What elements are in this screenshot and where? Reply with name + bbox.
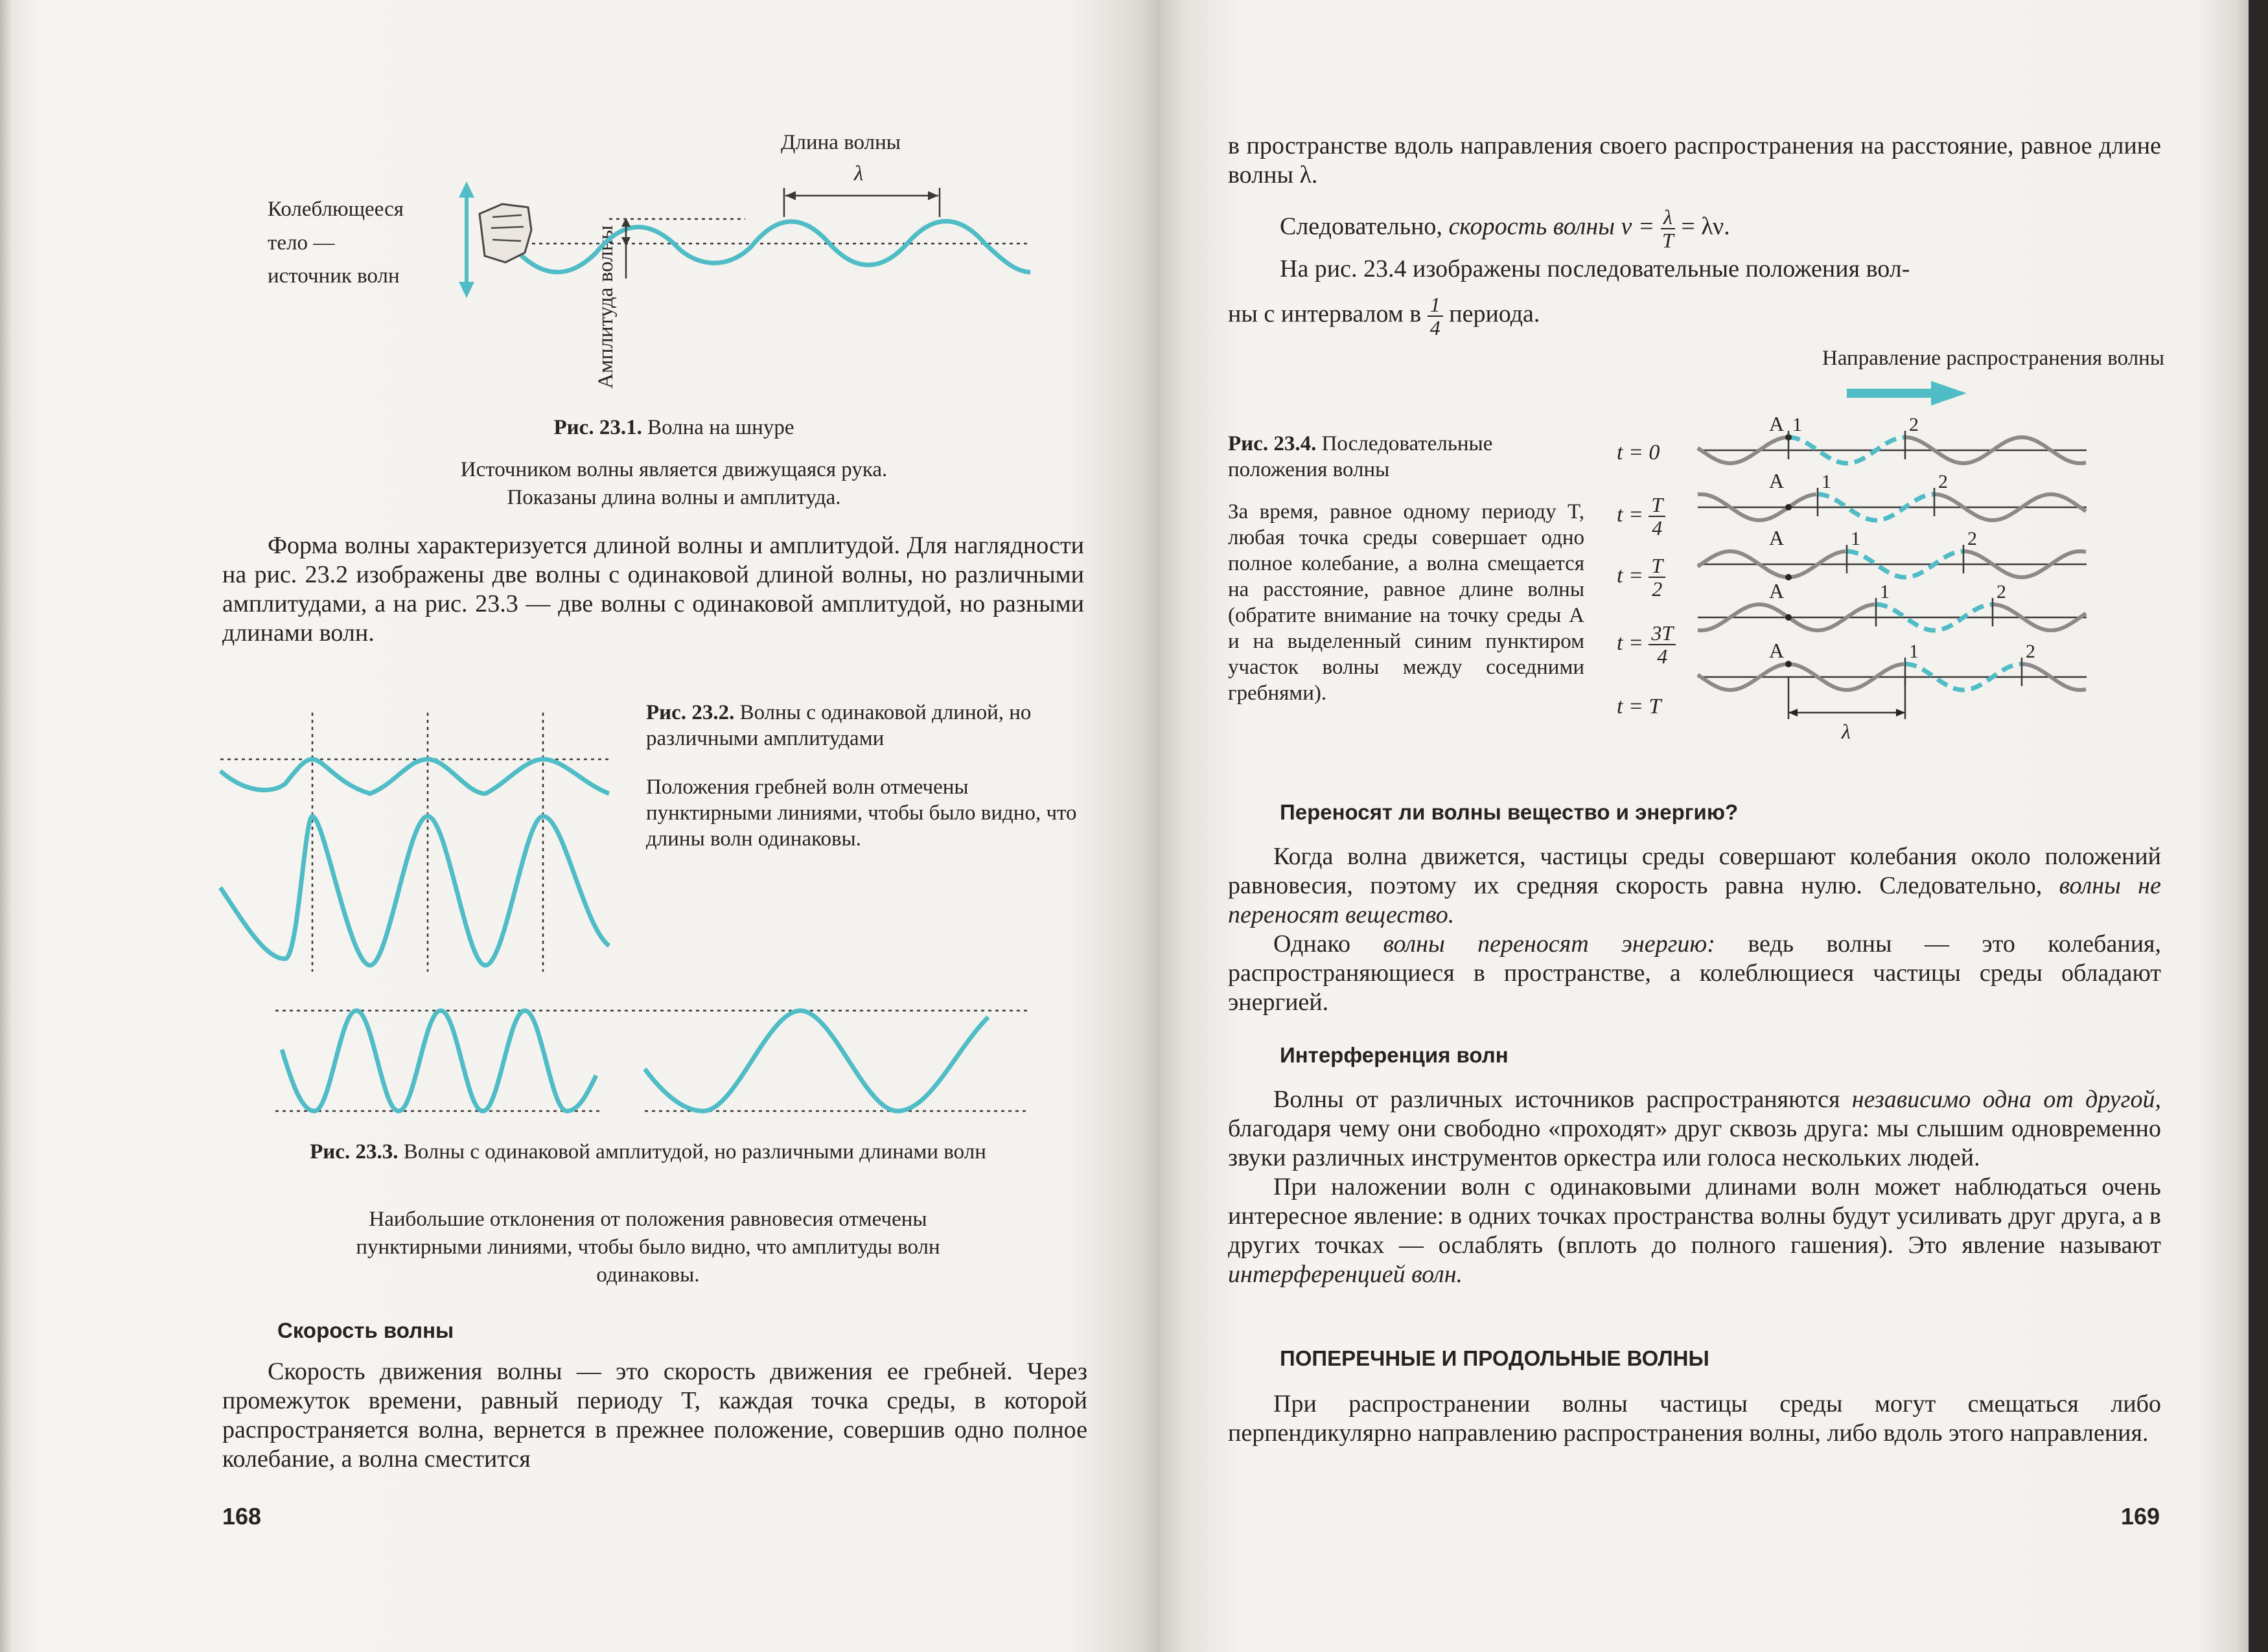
fig234-point-a-label-0: A [1769, 412, 1785, 435]
fig234-intro-a: На рис. 23.4 изображены последовательные положения вол- [1280, 255, 1910, 282]
t1-den: 4 [1652, 516, 1663, 540]
page-number-left: 168 [222, 1503, 262, 1530]
fig232-diagram [220, 713, 622, 985]
fig232-caption-text: Положения гребней волн отмечены пунктирными линиями, чтобы было видно, что длины волн одинаковы. [646, 775, 1077, 851]
fig231-source-label-3: источник волн [268, 264, 400, 288]
fig234-intro-b: ны с интервалом в [1228, 300, 1422, 328]
t-label-three-quarter-prefix: t = [1617, 630, 1643, 655]
left-paragraph-2 [222, 1357, 1087, 1474]
fig231-lambda-label: λ [854, 162, 864, 185]
fig234-point-a-label-2: A [1769, 526, 1785, 549]
fig234-point-a-label-3: A [1769, 579, 1785, 602]
right-paragraph-energy-1 [1228, 842, 2161, 1017]
fig234-point-a-4 [1785, 661, 1792, 667]
heading-interference: Интерференция волн [1280, 1043, 1509, 1067]
fig233-caption-text-1: Наибольшие отклонения от положения равновесия отмечены [369, 1208, 927, 1231]
fig232-caption-num: Рис. 23.2. [646, 701, 735, 724]
right-paragraph-transverse [1228, 1390, 2161, 1448]
fig234-crest2-label-2: 2 [1967, 528, 1977, 549]
energy1-text: Когда волна движется, частицы среды совершают колебания около положений равновесия, поэтому их средняя скорость равна нулю. Следовательно, [1228, 843, 2161, 899]
t-label-half-frac [1649, 555, 1665, 600]
fig234-frac-den: 4 [1429, 316, 1441, 339]
fig233-caption-text-2: пунктирными линиями, чтобы было видно, что амплитуды волн [356, 1235, 940, 1259]
fig234-lambda-label: λ [1842, 720, 1851, 743]
fig231-caption-title: Волна на шнуре [647, 416, 794, 439]
fig231-caption-text-2: Показаны длина волны и амплитуда. [507, 486, 841, 509]
fig231-caption-num: Рис. 23.1. [553, 416, 642, 439]
t2-num: T [1649, 555, 1665, 578]
fig234-point-a-2 [1785, 574, 1792, 580]
left-paragraph-2-text: Скорость движения волны — это скорость движения ее гребней. Через промежуток времени, равный периоду T, каждая точка среды, в которой распространяется волна, вернется в прежнее положение, совершив одно полное колебание, а волна сместится [222, 1358, 1087, 1473]
fig234-direction-label: Направление распространения волны [1822, 347, 2164, 370]
fig234-point-a-1 [1785, 504, 1792, 511]
fig231-wavelength-label: Длина волны [781, 131, 901, 154]
transverse-text: При распространении волны частицы среды могут смещаться либо перпендикулярно направлению распространения волны, либо вдоль этого направления. [1228, 1390, 2161, 1447]
fig234-intro-fraction [1428, 293, 1443, 339]
fig234-caption [1228, 431, 1591, 483]
int2-text-a: При наложении волн с одинаковыми длинами волн может наблюдаться очень интересное явление: в одних точках пространства волны будут усиливать друг друга, а в других точках — ослаблять (вплоть до полного гашения). Это явление называют [1228, 1173, 2161, 1259]
t-label-quarter-prefix: t = [1617, 502, 1643, 527]
speed-formula-suffix: = λν. [1681, 212, 1730, 240]
heading-energy: Переносят ли волны вещество и энергию? [1280, 800, 1739, 824]
fig234-crest1-label-3: 1 [1880, 581, 1890, 602]
fig231-arrow-up [459, 181, 474, 198]
fig233-caption-title: Волны с одинаковой амплитудой, но различными длинами волн [403, 1140, 986, 1164]
fig231-caption [363, 415, 985, 441]
fig232-small-amplitude-wave [220, 759, 609, 794]
fig233-caption-num: Рис. 23.3. [310, 1140, 399, 1164]
hand-icon [480, 204, 531, 262]
fig232-caption [646, 700, 1087, 751]
fig234-point-a-3 [1785, 614, 1792, 621]
heading-wave-speed: Скорость волны [277, 1318, 454, 1342]
fig234-crest1-label-0: 1 [1792, 414, 1802, 435]
fig232-large-amplitude-wave [220, 816, 609, 965]
fig234-intro-c: периода. [1449, 300, 1540, 328]
fig234-crest2-label-4: 2 [2026, 641, 2035, 662]
speed-formula-fraction [1661, 206, 1675, 251]
fig234-point-a-label-4: A [1769, 639, 1785, 662]
energy2-italic: волны переносят энергию: [1383, 930, 1715, 958]
energy2-text-b: ведь волны — это колебания, распространяющиеся в пространстве, а колеблющиеся частицы среды обладают энергией. [1228, 930, 2162, 1016]
fig234-caption-title: Последовательные положения волны [1228, 432, 1493, 481]
speed-formula-line [1280, 206, 2161, 251]
t-label-0: t = 0 [1617, 441, 1660, 465]
fig234-crest2-label-1: 2 [1938, 471, 1948, 492]
t-label-half [1617, 555, 1665, 600]
right-paragraph-continued: в пространстве вдоль направления своего распространения на расстояние, равное длине волны λ. [1228, 132, 2161, 189]
fig234-lambda-arrowhead-right [1896, 709, 1905, 717]
right-page [1160, 0, 2249, 1652]
fig234-point-a-label-1: A [1769, 469, 1785, 492]
t3-den: 4 [1657, 645, 1668, 668]
fig234-caption-text: За время, равное одному периоду T, любая точка среды совершает одно полное колебание, а волна смещается на расстояние, равное длине волны (обратите внимание на точку среды A и на выделенный синим пунктиром участок волны между соседними гребнями). [1228, 500, 1584, 705]
t-label-three-quarter [1617, 622, 1676, 667]
t-label-quarter-frac [1649, 494, 1665, 539]
direction-arrow-icon [1847, 381, 1976, 407]
fig233-caption [259, 1139, 1037, 1165]
energy1-italic: волны не переносят вещество. [1228, 872, 2162, 928]
page-number-right: 169 [2121, 1503, 2160, 1530]
speed-frac-den: T [1661, 229, 1674, 252]
fig234-crest2-label-0: 2 [1909, 414, 1919, 435]
fig234-crest1-label-1: 1 [1822, 471, 1831, 492]
fig231-arrow-down [459, 282, 474, 298]
left-paragraph-1-text: Форма волны характеризуется длиной волны и амплитудой. Для наглядности на рис. 23.2 изображены две волны с одинаковой длиной волны, но различными амплитудами, а на рис. 23.3 — две волны с одинаковой амплитудой, но разными длинами волн. [222, 532, 1084, 647]
fig233-long-wavelength-wave [645, 1011, 988, 1111]
speed-formula-italic: скорость волны v = [1448, 212, 1655, 240]
int1-text-a: Волны от различных источников распространяются [1273, 1086, 1840, 1113]
fig234-crest2-label-3: 2 [1996, 581, 2006, 602]
fig231-source-label-2: тело — [268, 231, 335, 255]
t3-num: 3T [1649, 622, 1676, 645]
fig233-short-wavelength-wave [282, 1011, 596, 1111]
heading-transverse-longitudinal: ПОПЕРЕЧНЫЕ И ПРОДОЛЬНЫЕ ВОЛНЫ [1280, 1346, 1709, 1370]
fig234-crest1-label-4: 1 [1909, 641, 1919, 662]
int2-italic: интерференцией волн. [1228, 1261, 1463, 1288]
fig233-caption-text-3: одинаковы. [596, 1263, 700, 1287]
fig231-diagram [454, 181, 1037, 311]
t-label-half-prefix: t = [1617, 563, 1643, 588]
fig233-diagram [275, 998, 1040, 1114]
fig232-caption-title: Волны с одинаковой длиной, но различными амплитудами [646, 701, 1032, 750]
int1-text-b: благодаря чему они свободно «проходят» друг сквозь друга: мы слышим одновременно звуки различных инструментов оркестра или голоса нескольких людей. [1228, 1115, 2161, 1171]
t-label-full: t = T [1617, 694, 1661, 718]
fig231-caption-text-1: Источником волны является движущаяся рука. [460, 458, 888, 481]
right-paragraph-interference [1228, 1085, 2161, 1289]
fig234-caption-num: Рис. 23.4. [1228, 432, 1317, 455]
fig234-lambda-arrowhead-left [1788, 709, 1798, 717]
t-label-three-quarter-frac [1649, 622, 1676, 667]
left-paragraph-1 [222, 531, 1084, 648]
speed-formula-prefix: Следовательно, [1280, 212, 1442, 240]
speed-frac-num: λ [1661, 206, 1675, 229]
fig231-amplitude-label: Амплитуда волны [594, 225, 618, 389]
t2-den: 2 [1652, 577, 1663, 601]
int1-italic: независимо одна от другой, [1851, 1086, 2162, 1113]
t1-num: T [1649, 494, 1665, 517]
fig234-frac-num: 1 [1428, 293, 1443, 317]
fig231-wave [518, 222, 1030, 273]
energy2-text-a: Однако [1273, 930, 1351, 958]
t-label-quarter [1617, 494, 1665, 539]
fig234-intro-b-line [1228, 293, 2161, 339]
fig231-source-label-1: Колеблющееся [268, 198, 404, 221]
fig234-crest1-label-2: 1 [1851, 528, 1860, 549]
fig234-diagram [1698, 411, 2100, 761]
